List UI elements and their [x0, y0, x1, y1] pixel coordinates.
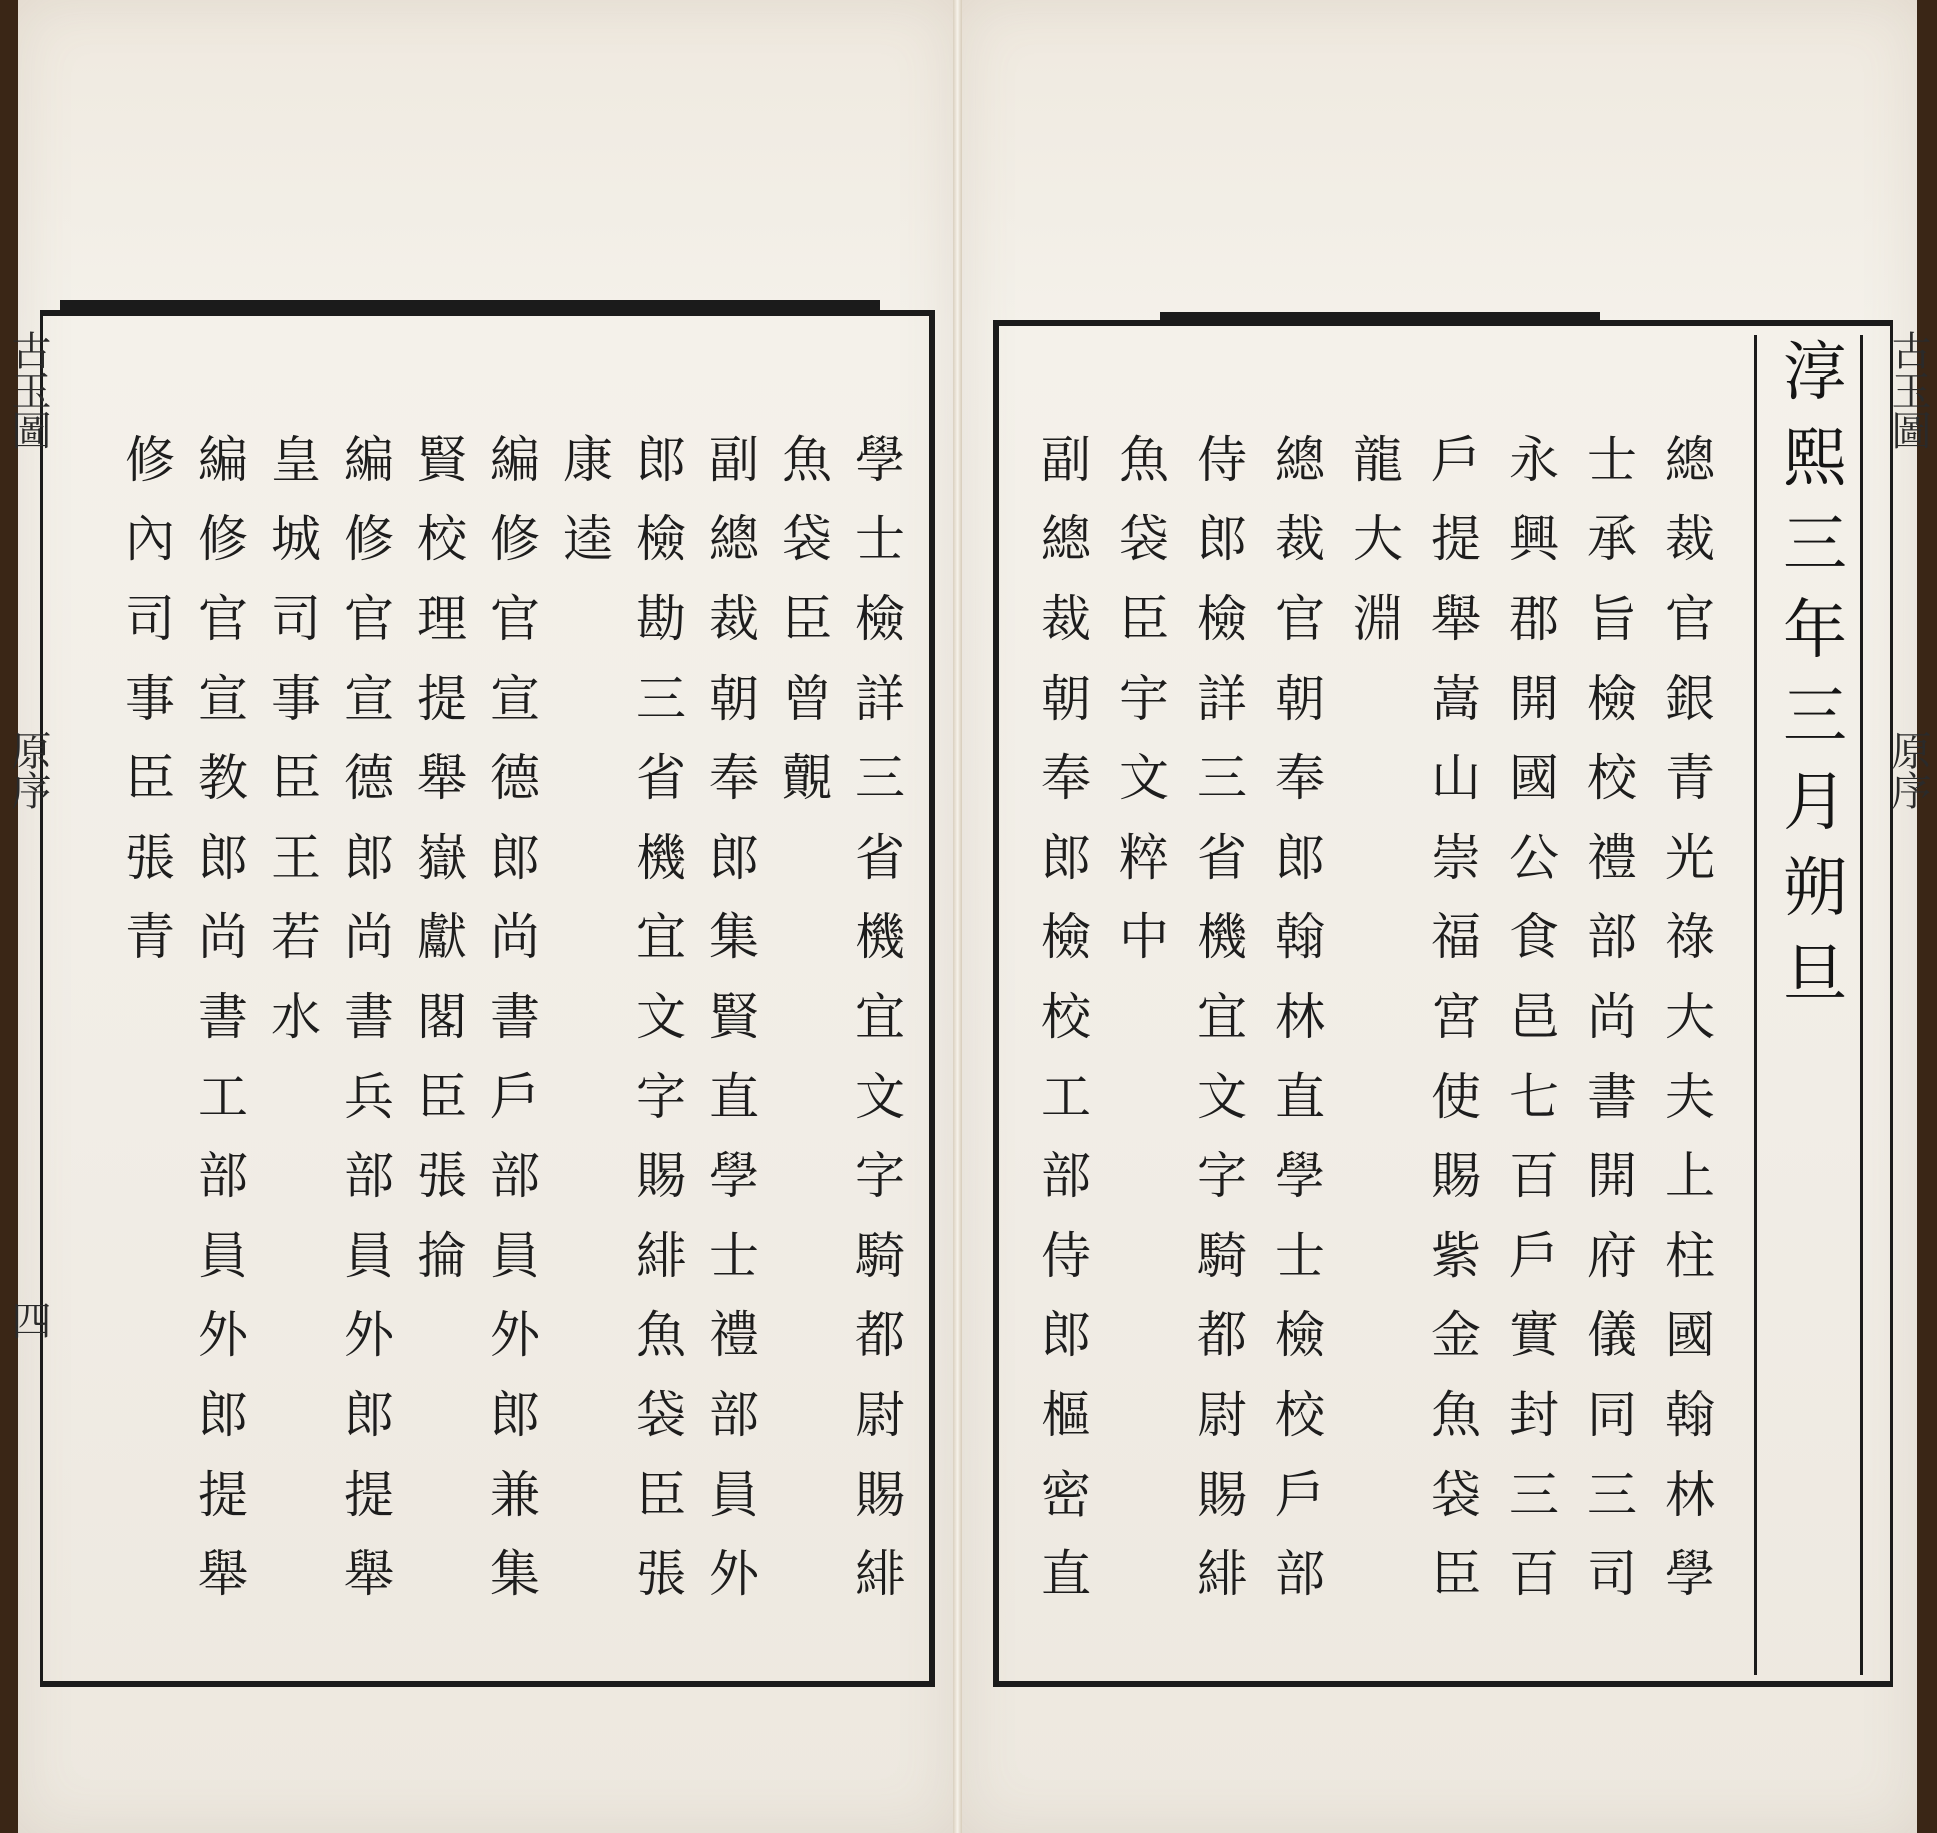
glyph: 夫: [1665, 1067, 1715, 1126]
glyph: 國: [1509, 749, 1559, 808]
glyph: 尚: [198, 908, 248, 967]
left-text-column: [188, 420, 258, 1614]
glyph: 臣: [125, 749, 175, 808]
glyph: 詳: [1197, 669, 1247, 728]
glyph: 郎: [490, 828, 540, 887]
glyph: 機: [636, 828, 686, 887]
glyph: 祿: [1665, 908, 1715, 967]
glyph: 賢: [709, 987, 759, 1046]
right-margin-subtitle: 原序: [1885, 730, 1931, 810]
glyph: 勘: [636, 589, 686, 648]
left-text-column: [553, 420, 623, 579]
glyph: 省: [1197, 828, 1247, 887]
right-text-column: [1265, 420, 1335, 1614]
glyph: 開: [1509, 669, 1559, 728]
right-text-column: [1421, 420, 1491, 1614]
glyph: 郎: [344, 828, 394, 887]
glyph: 嶽: [417, 828, 467, 887]
glyph: 員: [344, 1226, 394, 1285]
glyph: 金: [1431, 1306, 1481, 1365]
glyph: 曾: [782, 669, 832, 728]
glyph: 司: [1587, 1545, 1637, 1604]
glyph: 都: [855, 1306, 905, 1365]
glyph: 裁: [709, 589, 759, 648]
glyph: 工: [1041, 1067, 1091, 1126]
glyph: 朝: [1041, 669, 1091, 728]
right-text-column: [1109, 420, 1179, 977]
glyph: 袋: [636, 1385, 686, 1444]
glyph: 部: [344, 1147, 394, 1206]
glyph: 事: [271, 669, 321, 728]
glyph: 三: [1509, 1465, 1559, 1524]
glyph: 林: [1275, 987, 1325, 1046]
glyph: 大: [1353, 510, 1403, 569]
glyph: 密: [1041, 1465, 1091, 1524]
book-gutter: [953, 0, 962, 1833]
glyph: 宜: [1197, 987, 1247, 1046]
glyph: 興: [1509, 510, 1559, 569]
left-text-column: [480, 420, 550, 1614]
glyph: 部: [1275, 1545, 1325, 1604]
glyph: 工: [198, 1067, 248, 1126]
glyph: 舉: [417, 749, 467, 808]
glyph: 袋: [782, 510, 832, 569]
glyph: 獻: [417, 908, 467, 967]
right-text-column: [1343, 420, 1413, 659]
glyph: 詳: [855, 669, 905, 728]
glyph: 字: [855, 1147, 905, 1206]
glyph: 林: [1665, 1465, 1715, 1524]
title-glyph: 三: [1783, 508, 1847, 582]
glyph: 賢: [417, 430, 467, 489]
title-glyph: 旦: [1783, 938, 1847, 1012]
glyph: 省: [636, 749, 686, 808]
glyph: 旨: [1587, 589, 1637, 648]
glyph: 官: [344, 589, 394, 648]
glyph: 三: [1197, 749, 1247, 808]
glyph: 臣: [782, 589, 832, 648]
glyph: 樞: [1041, 1385, 1091, 1444]
glyph: 裁: [1665, 510, 1715, 569]
glyph: 騎: [1197, 1226, 1247, 1285]
glyph: 校: [417, 510, 467, 569]
glyph: 府: [1587, 1226, 1637, 1285]
glyph: 福: [1431, 908, 1481, 967]
glyph: 閣: [417, 987, 467, 1046]
glyph: 尉: [1197, 1385, 1247, 1444]
glyph: 三: [1587, 1465, 1637, 1524]
glyph: 宜: [855, 987, 905, 1046]
glyph: 袋: [1431, 1465, 1481, 1524]
glyph: 同: [1587, 1385, 1637, 1444]
glyph: 員: [490, 1226, 540, 1285]
glyph: 外: [344, 1306, 394, 1365]
glyph: 教: [198, 749, 248, 808]
left-text-column: [334, 420, 404, 1614]
left-top-bar: [60, 300, 880, 310]
glyph: 機: [855, 908, 905, 967]
glyph: 魚: [1119, 430, 1169, 489]
glyph: 魚: [1431, 1385, 1481, 1444]
glyph: 翰: [1275, 908, 1325, 967]
glyph: 兵: [344, 1067, 394, 1126]
glyph: 德: [490, 749, 540, 808]
title-glyph: 月: [1783, 766, 1847, 840]
glyph: 百: [1509, 1147, 1559, 1206]
glyph: 檢: [1587, 669, 1637, 728]
glyph: 提: [344, 1465, 394, 1524]
glyph: 上: [1665, 1147, 1715, 1206]
glyph: 修: [344, 510, 394, 569]
glyph: 文: [1197, 1067, 1247, 1126]
glyph: 奉: [1275, 749, 1325, 808]
glyph: 封: [1509, 1385, 1559, 1444]
glyph: 公: [1509, 828, 1559, 887]
glyph: 逵: [563, 510, 613, 569]
glyph: 校: [1587, 749, 1637, 808]
glyph: 郎: [198, 828, 248, 887]
glyph: 奉: [709, 749, 759, 808]
glyph: 崇: [1431, 828, 1481, 887]
glyph: 部: [1587, 908, 1637, 967]
glyph: 郎: [344, 1385, 394, 1444]
glyph: 提: [1431, 510, 1481, 569]
glyph: 張: [417, 1147, 467, 1206]
glyph: 山: [1431, 749, 1481, 808]
glyph: 內: [125, 510, 175, 569]
glyph: 直: [1275, 1067, 1325, 1126]
glyph: 檢: [1041, 908, 1091, 967]
glyph: 直: [709, 1067, 759, 1126]
glyph: 修: [490, 510, 540, 569]
glyph: 字: [1197, 1147, 1247, 1206]
glyph: 省: [855, 828, 905, 887]
glyph: 集: [490, 1545, 540, 1604]
glyph: 戶: [1275, 1465, 1325, 1524]
glyph: 張: [125, 828, 175, 887]
glyph: 實: [1509, 1306, 1559, 1365]
glyph: 臣: [1431, 1545, 1481, 1604]
glyph: 青: [125, 908, 175, 967]
glyph: 學: [855, 430, 905, 489]
glyph: 緋: [636, 1226, 686, 1285]
glyph: 兼: [490, 1465, 540, 1524]
title-divider-line: [1754, 335, 1757, 1675]
glyph: 嵩: [1431, 669, 1481, 728]
glyph: 事: [125, 669, 175, 728]
glyph: 官: [490, 589, 540, 648]
glyph: 校: [1041, 987, 1091, 1046]
glyph: 提: [198, 1465, 248, 1524]
title-glyph: 年: [1783, 594, 1847, 668]
glyph: 尚: [1587, 987, 1637, 1046]
glyph: 百: [1509, 1545, 1559, 1604]
glyph: 宮: [1431, 987, 1481, 1046]
glyph: 柱: [1665, 1226, 1715, 1285]
glyph: 文: [636, 987, 686, 1046]
glyph: 部: [1041, 1147, 1091, 1206]
glyph: 臣: [636, 1465, 686, 1524]
left-text-column: [115, 420, 185, 977]
left-margin-subtitle: 原序: [5, 730, 51, 810]
glyph: 大: [1665, 987, 1715, 1046]
glyph: 永: [1509, 430, 1559, 489]
glyph: 員: [709, 1465, 759, 1524]
left-text-column: [261, 420, 331, 1057]
glyph: 裁: [1041, 589, 1091, 648]
glyph: 尚: [344, 908, 394, 967]
glyph: 官: [1665, 589, 1715, 648]
glyph: 朝: [709, 669, 759, 728]
glyph: 尉: [855, 1385, 905, 1444]
glyph: 承: [1587, 510, 1637, 569]
right-text-column: [1499, 420, 1569, 1614]
glyph: 張: [636, 1545, 686, 1604]
glyph: 康: [563, 430, 613, 489]
glyph: 戶: [1431, 430, 1481, 489]
glyph: 文: [855, 1067, 905, 1126]
glyph: 戶: [1509, 1226, 1559, 1285]
glyph: 袋: [1119, 510, 1169, 569]
glyph: 尚: [490, 908, 540, 967]
right-top-bar: [1160, 312, 1600, 322]
left-page-number: 四: [5, 1300, 51, 1340]
glyph: 舉: [1431, 589, 1481, 648]
glyph: 國: [1665, 1306, 1715, 1365]
glyph: 檢: [1197, 589, 1247, 648]
glyph: 光: [1665, 828, 1715, 887]
left-text-column: [699, 420, 769, 1614]
glyph: 賜: [1431, 1147, 1481, 1206]
glyph: 郎: [709, 828, 759, 887]
glyph: 騎: [855, 1226, 905, 1285]
glyph: 機: [1197, 908, 1247, 967]
glyph: 司: [125, 589, 175, 648]
glyph: 賜: [855, 1465, 905, 1524]
glyph: 副: [709, 430, 759, 489]
glyph: 舉: [198, 1545, 248, 1604]
glyph: 士: [855, 510, 905, 569]
glyph: 官: [198, 589, 248, 648]
glyph: 學: [1665, 1545, 1715, 1604]
glyph: 朝: [1275, 669, 1325, 728]
right-margin-title: 古玉圖: [1885, 330, 1931, 450]
glyph: 郡: [1509, 589, 1559, 648]
glyph: 賜: [1197, 1465, 1247, 1524]
title-glyph: 朔: [1783, 852, 1847, 926]
glyph: 郎: [490, 1385, 540, 1444]
glyph: 編: [490, 430, 540, 489]
glyph: 郎: [1197, 510, 1247, 569]
glyph: 粹: [1119, 828, 1169, 887]
glyph: 士: [1587, 430, 1637, 489]
glyph: 學: [709, 1147, 759, 1206]
glyph: 宇: [1119, 669, 1169, 728]
glyph: 儀: [1587, 1306, 1637, 1365]
glyph: 禮: [709, 1306, 759, 1365]
right-text-column: [1577, 420, 1647, 1614]
glyph: 裁: [1275, 510, 1325, 569]
glyph: 書: [490, 987, 540, 1046]
glyph: 總: [709, 510, 759, 569]
glyph: 員: [198, 1226, 248, 1285]
glyph: 臣: [417, 1067, 467, 1126]
glyph: 直: [1041, 1545, 1091, 1604]
glyph: 書: [198, 987, 248, 1046]
glyph: 校: [1275, 1385, 1325, 1444]
glyph: 部: [198, 1147, 248, 1206]
glyph: 臣: [1119, 589, 1169, 648]
glyph: 三: [855, 749, 905, 808]
glyph: 司: [271, 589, 321, 648]
glyph: 總: [1275, 430, 1325, 489]
glyph: 學: [1275, 1147, 1325, 1206]
glyph: 士: [709, 1226, 759, 1285]
glyph: 中: [1119, 908, 1169, 967]
title-glyph: 淳: [1783, 336, 1847, 410]
glyph: 理: [417, 589, 467, 648]
glyph: 侍: [1197, 430, 1247, 489]
glyph: 副: [1041, 430, 1091, 489]
right-text-column: [1655, 420, 1725, 1614]
glyph: 編: [344, 430, 394, 489]
right-text-column: [1187, 420, 1257, 1614]
glyph: 檢: [636, 510, 686, 569]
glyph: 紫: [1431, 1226, 1481, 1285]
glyph: 外: [709, 1545, 759, 1604]
glyph: 宣: [490, 669, 540, 728]
glyph: 掄: [417, 1226, 467, 1285]
glyph: 修: [125, 430, 175, 489]
left-text-column: [772, 420, 842, 818]
glyph: 食: [1509, 908, 1559, 967]
right-outer-line: [1860, 335, 1863, 1675]
glyph: 書: [344, 987, 394, 1046]
glyph: 總: [1041, 510, 1091, 569]
glyph: 水: [271, 987, 321, 1046]
glyph: 檢: [1275, 1306, 1325, 1365]
glyph: 宜: [636, 908, 686, 967]
glyph: 文: [1119, 749, 1169, 808]
left-text-column: [407, 420, 477, 1296]
left-margin-title: 古玉圖: [5, 330, 51, 450]
glyph: 提: [417, 669, 467, 728]
glyph: 開: [1587, 1147, 1637, 1206]
glyph: 宣: [198, 669, 248, 728]
glyph: 官: [1275, 589, 1325, 648]
glyph: 城: [271, 510, 321, 569]
glyph: 青: [1665, 749, 1715, 808]
glyph: 字: [636, 1067, 686, 1126]
glyph: 臣: [271, 749, 321, 808]
glyph: 部: [709, 1385, 759, 1444]
glyph: 使: [1431, 1067, 1481, 1126]
glyph: 德: [344, 749, 394, 808]
left-text-column: [845, 420, 915, 1614]
glyph: 奉: [1041, 749, 1091, 808]
glyph: 翰: [1665, 1385, 1715, 1444]
glyph: 外: [490, 1306, 540, 1365]
glyph: 編: [198, 430, 248, 489]
glyph: 總: [1665, 430, 1715, 489]
glyph: 魚: [636, 1306, 686, 1365]
glyph: 檢: [855, 589, 905, 648]
glyph: 郎: [636, 430, 686, 489]
left-text-column: [626, 420, 696, 1614]
glyph: 集: [709, 908, 759, 967]
glyph: 外: [198, 1306, 248, 1365]
glyph: 王: [271, 828, 321, 887]
glyph: 郎: [1041, 828, 1091, 887]
right-page-title: [1770, 330, 1860, 1018]
glyph: 三: [636, 669, 686, 728]
title-glyph: 三: [1783, 680, 1847, 754]
glyph: 部: [490, 1147, 540, 1206]
glyph: 郎: [198, 1385, 248, 1444]
glyph: 都: [1197, 1306, 1247, 1365]
glyph: 賜: [636, 1147, 686, 1206]
glyph: 戶: [490, 1067, 540, 1126]
glyph: 修: [198, 510, 248, 569]
glyph: 銀: [1665, 669, 1715, 728]
glyph: 禮: [1587, 828, 1637, 887]
glyph: 緋: [1197, 1545, 1247, 1604]
glyph: 淵: [1353, 589, 1403, 648]
glyph: 士: [1275, 1226, 1325, 1285]
glyph: 緋: [855, 1545, 905, 1604]
glyph: 皇: [271, 430, 321, 489]
right-text-column: [1031, 420, 1101, 1614]
glyph: 宣: [344, 669, 394, 728]
glyph: 覿: [782, 749, 832, 808]
glyph: 若: [271, 908, 321, 967]
glyph: 郎: [1041, 1306, 1091, 1365]
glyph: 龍: [1353, 430, 1403, 489]
glyph: 侍: [1041, 1226, 1091, 1285]
glyph: 邑: [1509, 987, 1559, 1046]
glyph: 書: [1587, 1067, 1637, 1126]
glyph: 郎: [1275, 828, 1325, 887]
glyph: 七: [1509, 1067, 1559, 1126]
glyph: 魚: [782, 430, 832, 489]
title-glyph: 熙: [1783, 422, 1847, 496]
glyph: 舉: [344, 1545, 394, 1604]
